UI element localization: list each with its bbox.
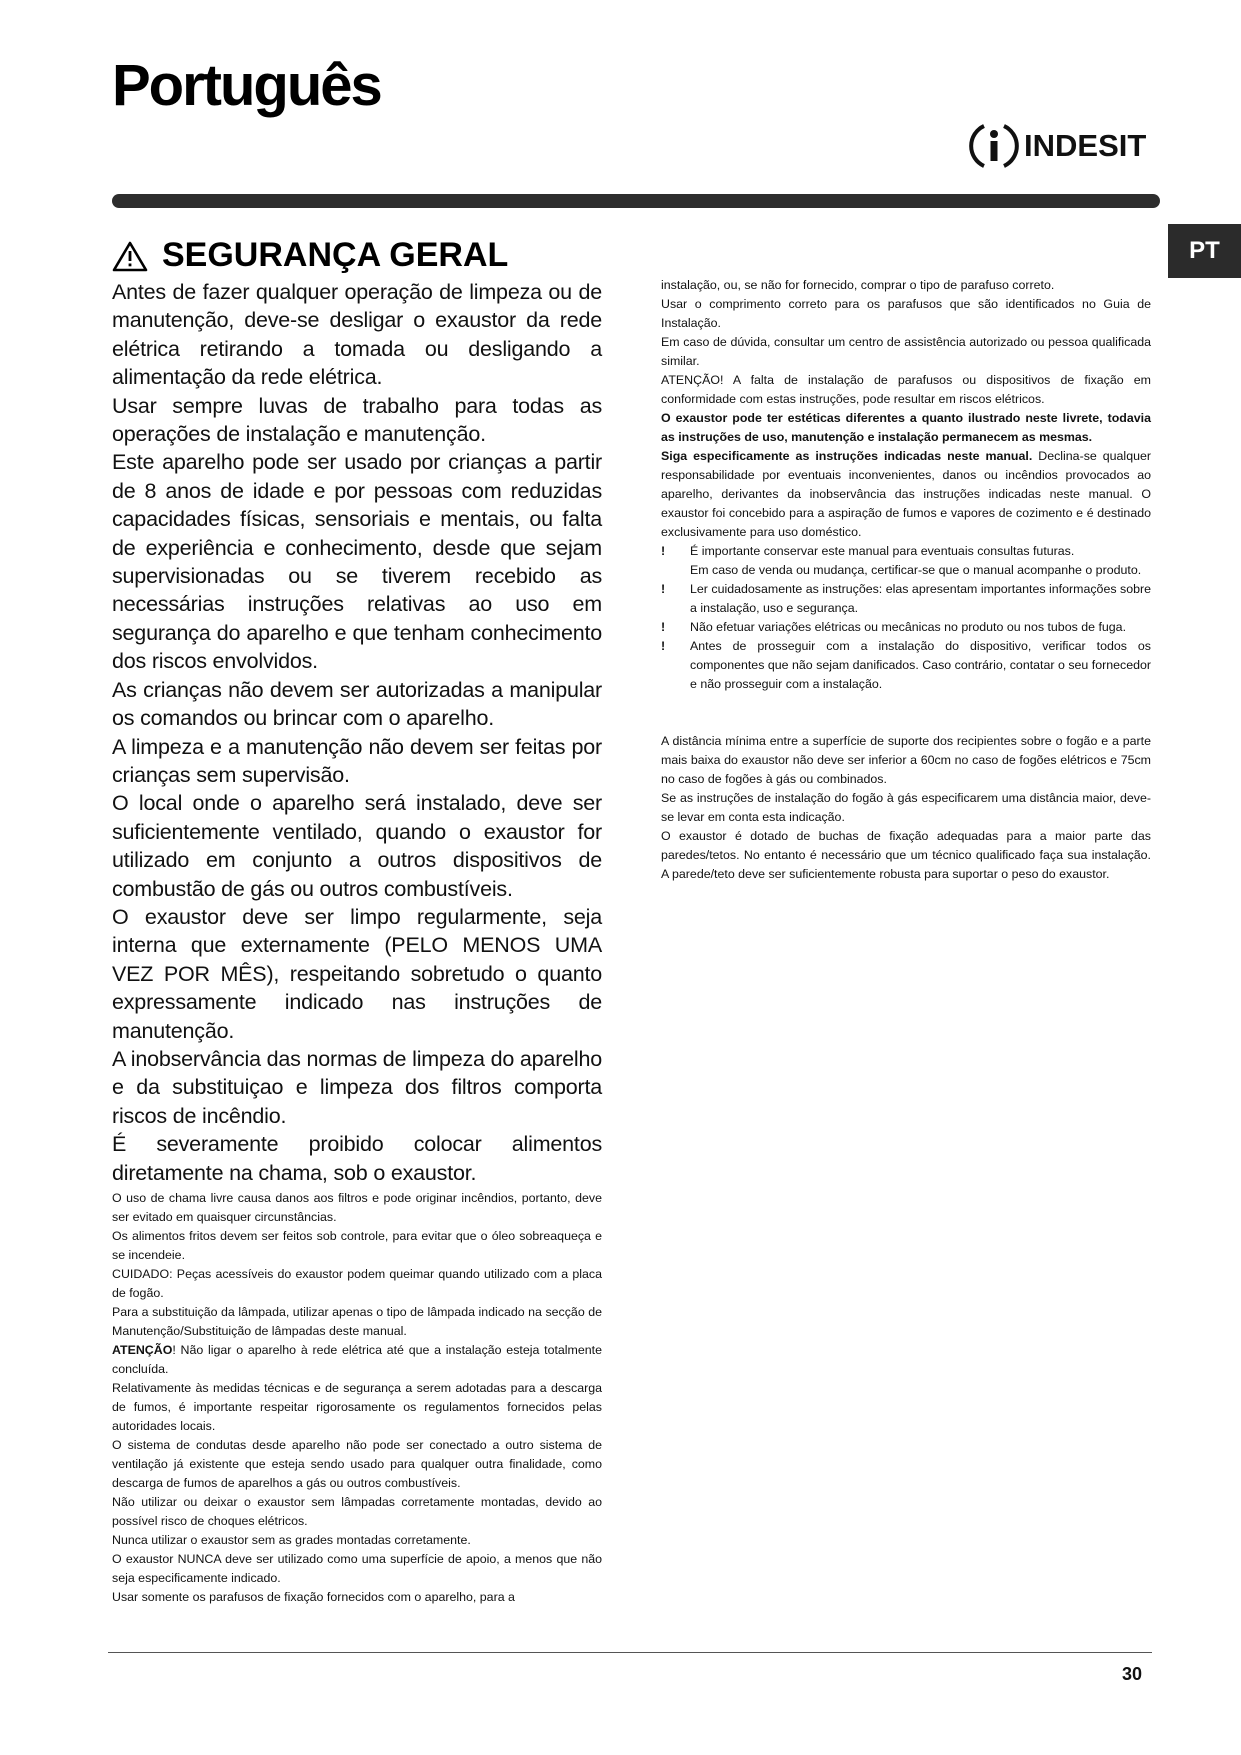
exclamation-icon: ! (661, 639, 666, 653)
footer-divider (108, 1652, 1152, 1653)
note: O exaustor é dotado de buchas de fixação adequadas para a maior parte das paredes/tetos. No entanto é necessário que um técnico qualificado faça sua instalação. A parede/teto deve ser suficientemente robusta para suportar o peso do exaustor. (661, 829, 1151, 881)
left-column (112, 278, 602, 1607)
page-number: 30 (1122, 1664, 1143, 1684)
siga-text: Declina-se qualquer responsabilidade por eventuais inconvenientes, danos ou incêndios provocados ao aparelho, derivantes da inobservância das instruções indicadas neste manual. O exaustor foi concebido para a aspiração de fumos e vapores de cozimento e é destinado exclusivamente para uso doméstico. (661, 449, 1151, 539)
note: ATENÇÃO! A falta de instalação de parafusos ou dispositivos de fixação em conformidade com estas instruções, pode resultar em riscos elétricos. (661, 373, 1151, 406)
language-tab: PT (1168, 224, 1241, 278)
note: O sistema de condutas desde aparelho não pode ser conectado a outro sistema de ventilação já existente que esteja sendo usado para qualquer outra finalidade, como descarga de fumos de aparelhos a gás ou outros combustíveis. (112, 1438, 602, 1490)
note: Se as instruções de instalação do fogão à gás especificarem uma distância maior, deve-se levar em conta esta indicação. (661, 791, 1151, 824)
attention-label: ATENÇÃO (112, 1343, 173, 1357)
note: Usar somente os parafusos de fixação fornecidos com o aparelho, para a (112, 1590, 515, 1604)
list-item (661, 542, 1151, 580)
note: A distância mínima entre a superfície de suporte dos recipientes sobre o fogão e a parte mais baixa do exaustor não deve ser inferior a 60cm no caso de fogões elétricos e 75cm no caso de fogões à gás ou combinados. (661, 734, 1151, 786)
paragraph: A limpeza e a manutenção não devem ser feitas por crianças sem supervisão. (112, 734, 602, 787)
bullet-text: Ler cuidadosamente as instruções: elas apresentam importantes informações sobre a instalação, uso e segurança. (690, 582, 1151, 615)
note: Os alimentos fritos devem ser feitos sob controle, para evitar que o óleo sobreaqueça e se incendeie. (112, 1229, 602, 1262)
bullet-text: Antes de prosseguir com a instalação do dispositivo, verificar todos os componentes que não sejam danificados. Caso contrário, contatar o seu fornecedor e não prosseguir com a instalação. (690, 639, 1151, 691)
note: instalação, ou, se não for fornecido, comprar o tipo de parafuso correto. (661, 278, 1055, 292)
indesit-logo-icon (968, 120, 1020, 172)
bold-note-text: O exaustor pode ter estéticas diferentes a quanto ilustrado neste livrete, todavia as instruções de uso, manutenção e instalação permanecem as mesmas. (661, 411, 1151, 444)
exclamation-icon: ! (661, 620, 666, 634)
section-heading (112, 236, 508, 275)
note: Relativamente às medidas técnicas e de segurança a serem adotadas para a descarga de fumos, é importante respeitar rigorosamente os regulamentos fornecidos pelas autoridades locais. (112, 1381, 602, 1433)
attention-text: ! Não ligar o aparelho à rede elétrica até que a instalação esteja totalmente concluída. (112, 1343, 602, 1376)
note: Usar o comprimento correto para os parafusos que são identificados no Guia de Instalação. (661, 297, 1151, 330)
note: CUIDADO: Peças acessíveis do exaustor podem queimar quando utilizado com a placa de fogão. (112, 1267, 602, 1300)
brand-name: INDESIT (1024, 128, 1147, 163)
exclamation-icon: ! (661, 544, 666, 558)
note: O uso de chama livre causa danos aos filtros e pode originar incêndios, portanto, deve ser evitado em quaisquer circunstâncias. (112, 1191, 602, 1224)
exclamation-icon: ! (661, 582, 666, 596)
paragraph: O local onde o aparelho será instalado, deve ser suficientemente ventilado, quando o exaustor for utilizado em conjunto a outros dispositivos de combustão de gás ou outros combustíveis. (112, 791, 602, 901)
paragraph: Antes de fazer qualquer operação de limpeza ou de manutenção, deve-se desligar o exaustor da rede elétrica retirando a tomada ou desligando a alimentação da rede elétrica. (112, 280, 602, 390)
note: Em caso de dúvida, consultar um centro de assistência autorizado ou pessoa qualificada similar. (661, 335, 1151, 368)
bullet-text: É importante conservar este manual para eventuais consultas futuras. (690, 544, 1075, 558)
warning-icon (112, 240, 148, 272)
note: O exaustor NUNCA deve ser utilizado como uma superfície de apoio, a menos que não seja especificamente indicado. (112, 1552, 602, 1585)
paragraph: A inobservância das normas de limpeza do aparelho e da substituiçao e limpeza dos filtros comporta riscos de incêndio. (112, 1046, 602, 1128)
paragraph: As crianças não devem ser autorizadas a manipular os comandos ou brincar com o aparelho. (112, 677, 602, 731)
header-divider (112, 194, 1160, 208)
paragraph: O exaustor deve ser limpo regularmente, seja interna que externamente (PELO MENOS UMA VEZ POR MÊS), respeitando sobretudo o quanto expressamente indicado nas instruções de manutenção. (112, 904, 602, 1043)
list-item (661, 580, 1151, 618)
paragraph: É severamente proibido colocar alimentos diretamente na chama, sob o exaustor. (112, 1132, 602, 1185)
note: Nunca utilizar o exaustor sem as grades montadas corretamente. (112, 1533, 471, 1547)
note: Não utilizar ou deixar o exaustor sem lâmpadas corretamente montadas, devido ao possível risco de choques elétricos. (112, 1495, 602, 1528)
page-title: Português (112, 53, 381, 118)
brand-logo (968, 120, 1148, 172)
attention-note (112, 1341, 602, 1379)
bullet-text: Não efetuar variações elétricas ou mecânicas no produto ou nos tubos de fuga. (690, 620, 1127, 634)
bullet-continuation: Em caso de venda ou mudança, certificar-se que o manual acompanhe o produto. (690, 563, 1142, 577)
list-item (661, 637, 1151, 694)
paragraph: Este aparelho pode ser usado por crianças a partir de 8 anos de idade e por pessoas com reduzidas capacidades físicas, sensoriais e mentais, ou falta de experiência e conhecimento, desde que sejam supervisionadas ou se tiverem recebido as necessárias instruções relativas ao uso em segurança do aparelho e que tenham conhecimento dos riscos envolvidos. (112, 450, 602, 674)
paragraph: Usar sempre luvas de trabalho para todas as operações de instalação e manutenção. (112, 393, 602, 447)
right-column (661, 276, 1151, 884)
section-heading-text: SEGURANÇA GERAL (162, 236, 509, 274)
small-notes (112, 1189, 602, 1607)
siga-note (661, 447, 1151, 542)
list-item (661, 618, 1151, 637)
note: Para a substituição da lâmpada, utilizar apenas o tipo de lâmpada indicado na secção de Manutenção/Substituição de lâmpadas deste manual. (112, 1305, 602, 1338)
bold-note (661, 409, 1151, 447)
siga-bold: Siga especificamente as instruções indicadas neste manual. (661, 449, 1033, 463)
